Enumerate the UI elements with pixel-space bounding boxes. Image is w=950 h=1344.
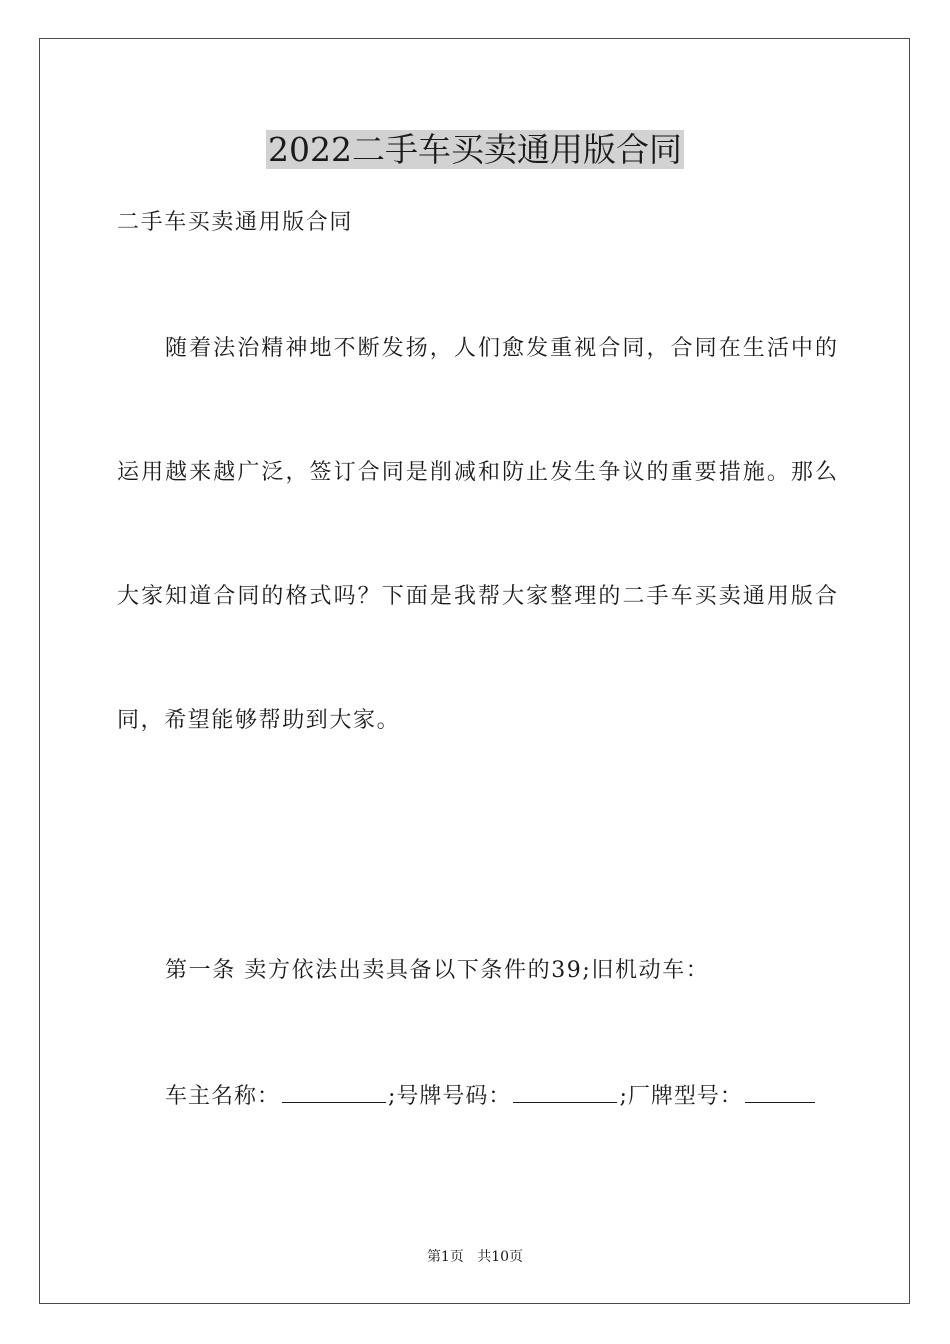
brand-model-label: ;厂牌型号： <box>619 1084 743 1109</box>
document-title-text: 2022二手车买卖通用版合同 <box>268 130 682 169</box>
vehicle-fields-line <box>165 1080 837 1112</box>
owner-name-blank[interactable] <box>282 1080 386 1103</box>
plate-number-blank[interactable] <box>513 1080 617 1103</box>
page-footer <box>0 1247 950 1267</box>
intro-line-2: 运用越来越广泛，签订合同是削减和防止发生争议的重要措施。那么 <box>117 460 837 485</box>
plate-number-label: ;号牌号码： <box>388 1084 512 1109</box>
owner-name-label: 车主名称： <box>165 1084 281 1109</box>
intro-line-1: 随着法治精神地不断发扬，人们愈发重视合同，合同在生活中的 <box>165 336 837 361</box>
article-1: 第一条 卖方依法出卖具备以下条件的39;旧机动车： <box>165 958 710 983</box>
footer-total-pages: 共10页 <box>477 1249 524 1265</box>
document-subtitle: 二手车买卖通用版合同 <box>117 210 354 235</box>
intro-line-3: 大家知道合同的格式吗？下面是我帮大家整理的二手车买卖通用版合 <box>117 584 837 609</box>
document-title <box>0 128 950 172</box>
intro-line-4: 同，希望能够帮助到大家。 <box>117 708 401 733</box>
footer-page-number: 第1页 <box>426 1249 464 1265</box>
brand-model-blank[interactable] <box>745 1080 815 1103</box>
